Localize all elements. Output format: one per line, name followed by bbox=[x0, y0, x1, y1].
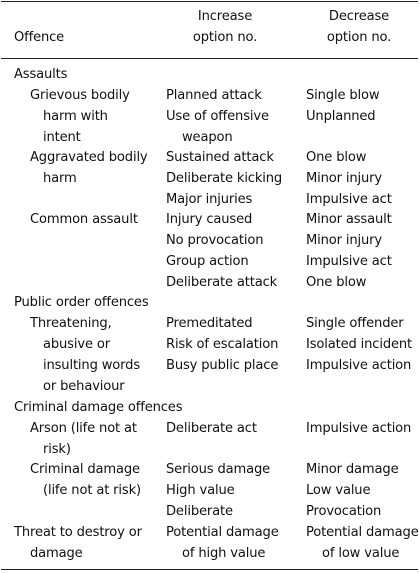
decrease-factor: Isolated incident bbox=[306, 337, 413, 352]
offence-name: Criminal damage bbox=[30, 462, 140, 477]
increase-factor: Planned attack bbox=[166, 88, 262, 103]
increase-factor: Serious damage bbox=[166, 462, 271, 477]
header-decrease-line2: option no. bbox=[326, 30, 392, 45]
increase-factor: No provocation bbox=[166, 233, 264, 248]
offence-name: Threat to destroy or bbox=[14, 525, 142, 540]
increase-factor: weapon bbox=[182, 130, 233, 145]
increase-factor: Deliberate bbox=[166, 504, 233, 519]
increase-factor: Busy public place bbox=[166, 358, 279, 373]
decrease-factor: Provocation bbox=[306, 504, 382, 519]
decrease-factor: Impulsive act bbox=[306, 192, 392, 207]
decrease-factor: Unplanned bbox=[306, 109, 376, 124]
increase-factor: Group action bbox=[166, 254, 249, 269]
offence-name: intent bbox=[43, 130, 81, 145]
decrease-factor: Minor injury bbox=[306, 233, 382, 248]
header-decrease-line1: Decrease bbox=[328, 9, 390, 24]
increase-factor: Injury caused bbox=[166, 212, 253, 227]
category-label: Assaults bbox=[14, 67, 68, 82]
decrease-factor: Single blow bbox=[306, 88, 380, 103]
decrease-factor: Low value bbox=[306, 483, 371, 498]
offence-name: Aggravated bodily bbox=[30, 150, 148, 165]
decrease-factor: Impulsive action bbox=[306, 421, 412, 436]
decrease-factor: Impulsive action bbox=[306, 358, 412, 373]
decrease-factor: Single offender bbox=[306, 316, 404, 331]
decrease-factor: One blow bbox=[306, 150, 367, 165]
increase-factor: Premeditated bbox=[166, 316, 253, 331]
decrease-factor: Impulsive act bbox=[306, 254, 392, 269]
offence-name: insulting words bbox=[43, 358, 140, 373]
table-bottom-rule bbox=[1, 569, 418, 570]
decrease-factor: of low value bbox=[322, 546, 400, 561]
offence-name: harm bbox=[43, 171, 77, 186]
offence-name: (life not at risk) bbox=[43, 483, 141, 498]
header-rule bbox=[1, 58, 418, 59]
offence-name: damage bbox=[30, 546, 83, 561]
increase-factor: Deliberate attack bbox=[166, 275, 278, 290]
offence-name: harm with bbox=[43, 109, 108, 124]
table-top-rule bbox=[1, 1, 418, 2]
increase-factor: Sustained attack bbox=[166, 150, 274, 165]
category-label: Public order offences bbox=[14, 295, 149, 310]
decrease-factor: Potential damage bbox=[306, 525, 419, 540]
offence-name: Arson (life not at bbox=[30, 421, 137, 436]
header-increase-line2: option no. bbox=[192, 30, 258, 45]
decrease-factor: One blow bbox=[306, 275, 367, 290]
increase-factor: Deliberate kicking bbox=[166, 171, 283, 186]
offence-name: abusive or bbox=[43, 337, 110, 352]
header-offence: Offence bbox=[14, 30, 65, 45]
decrease-factor: Minor damage bbox=[306, 462, 399, 477]
decrease-factor: Minor injury bbox=[306, 171, 382, 186]
increase-factor: of high value bbox=[182, 546, 266, 561]
offence-name: Grievous bodily bbox=[30, 88, 130, 103]
decrease-factor: Minor assault bbox=[306, 212, 392, 227]
increase-factor: Risk of escalation bbox=[166, 337, 279, 352]
category-label: Criminal damage offences bbox=[14, 400, 183, 415]
increase-factor: High value bbox=[166, 483, 235, 498]
offence-name: Threatening, bbox=[30, 316, 112, 331]
increase-factor: Deliberate act bbox=[166, 421, 257, 436]
header-increase-line1: Increase bbox=[197, 9, 253, 24]
increase-factor: Potential damage bbox=[166, 525, 279, 540]
offence-name: or behaviour bbox=[43, 379, 125, 394]
increase-factor: Use of offensive bbox=[166, 109, 269, 124]
offence-name: risk) bbox=[43, 442, 71, 457]
increase-factor: Major injuries bbox=[166, 192, 253, 207]
offence-name: Common assault bbox=[30, 212, 138, 227]
